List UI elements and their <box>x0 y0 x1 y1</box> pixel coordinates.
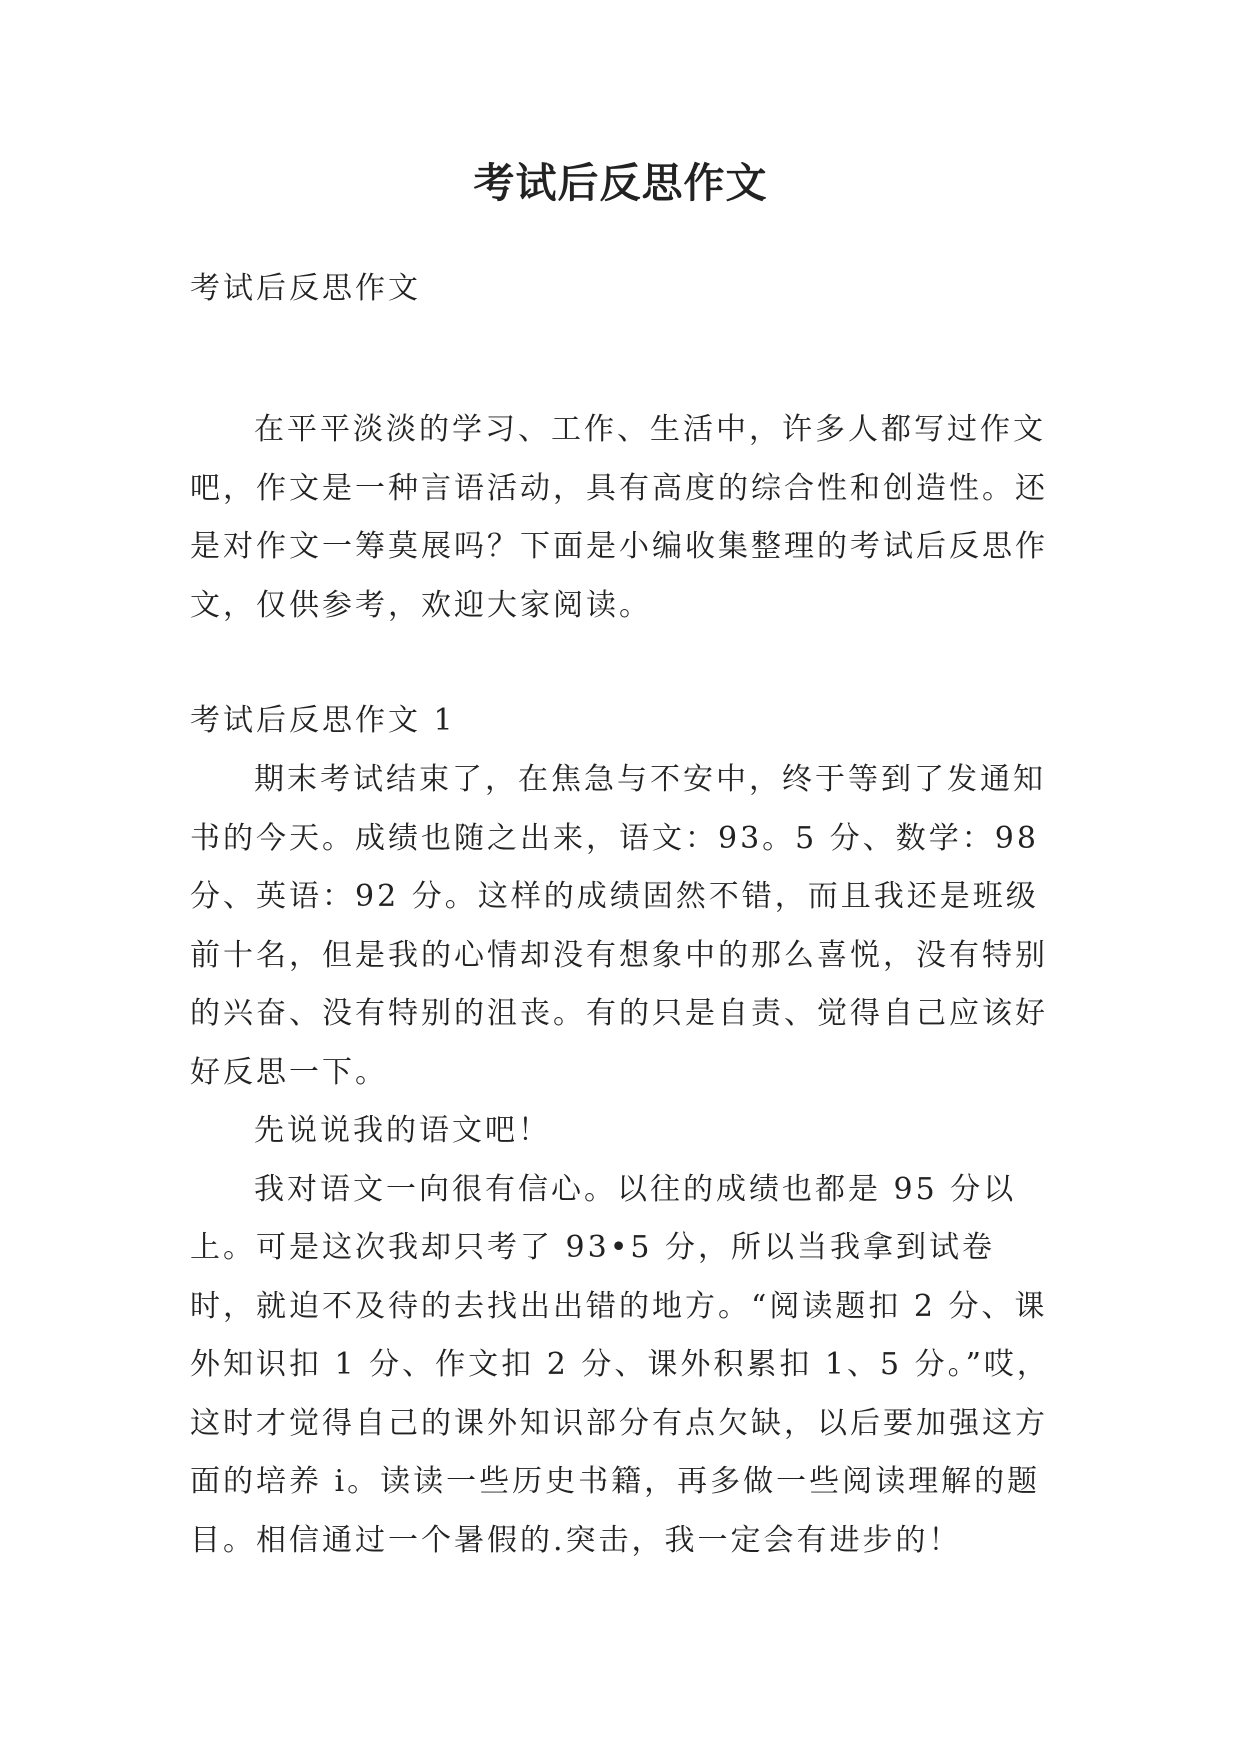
document-title: 考试后反思作文 <box>473 159 768 207</box>
document-subtitle: 考试后反思作文 <box>190 271 421 306</box>
section-body <box>190 751 1060 1570</box>
intro-paragraph: 在平平淡淡的学习、工作、生活中，许多人都写过作文吧，作文是一种言语活动，具有高度的综合性和创造性。还是对作文一筹莫展吗？下面是小编收集整理的考试后反思作文，仅供参考，欢迎大家阅读。 <box>190 412 1048 623</box>
paragraph-chinese-reflection: 我对语文一向很有信心。以往的成绩也都是 95 分以上。可是这次我却只考了 93•5 分，所以当我拿到试卷时，就迫不及待的去找出出错的地方。“阅读题扣 2 分、课外知识扣 1 分、作文扣 2 分、课外积累扣 1、5 分。”哎，这时才觉得自己的课外知识部分有点欠缺，以后要加强这方面的培养 i。读读一些历史书籍，再多做一些阅读理解的题目。相信通过一个暑假的.突击，我一定会有进步的！ <box>190 1171 1050 1558</box>
section-heading: 考试后反思作文 1 <box>190 703 456 738</box>
paragraph-exam-result: 期末考试结束了，在焦急与不安中，终于等到了发通知书的今天。成绩也随之出来，语文：93。5 分、数学：98 分、英语：92 分。这样的成绩固然不错，而且我还是班级前十名，但是我的心情却没有想象中的那么喜悦，没有特别的兴奋、没有特别的沮丧。有的只是自责、觉得自己应该好好反思一下。 <box>190 762 1048 1090</box>
paragraph-chinese-intro: 先说说我的语文吧！ <box>254 1113 551 1148</box>
